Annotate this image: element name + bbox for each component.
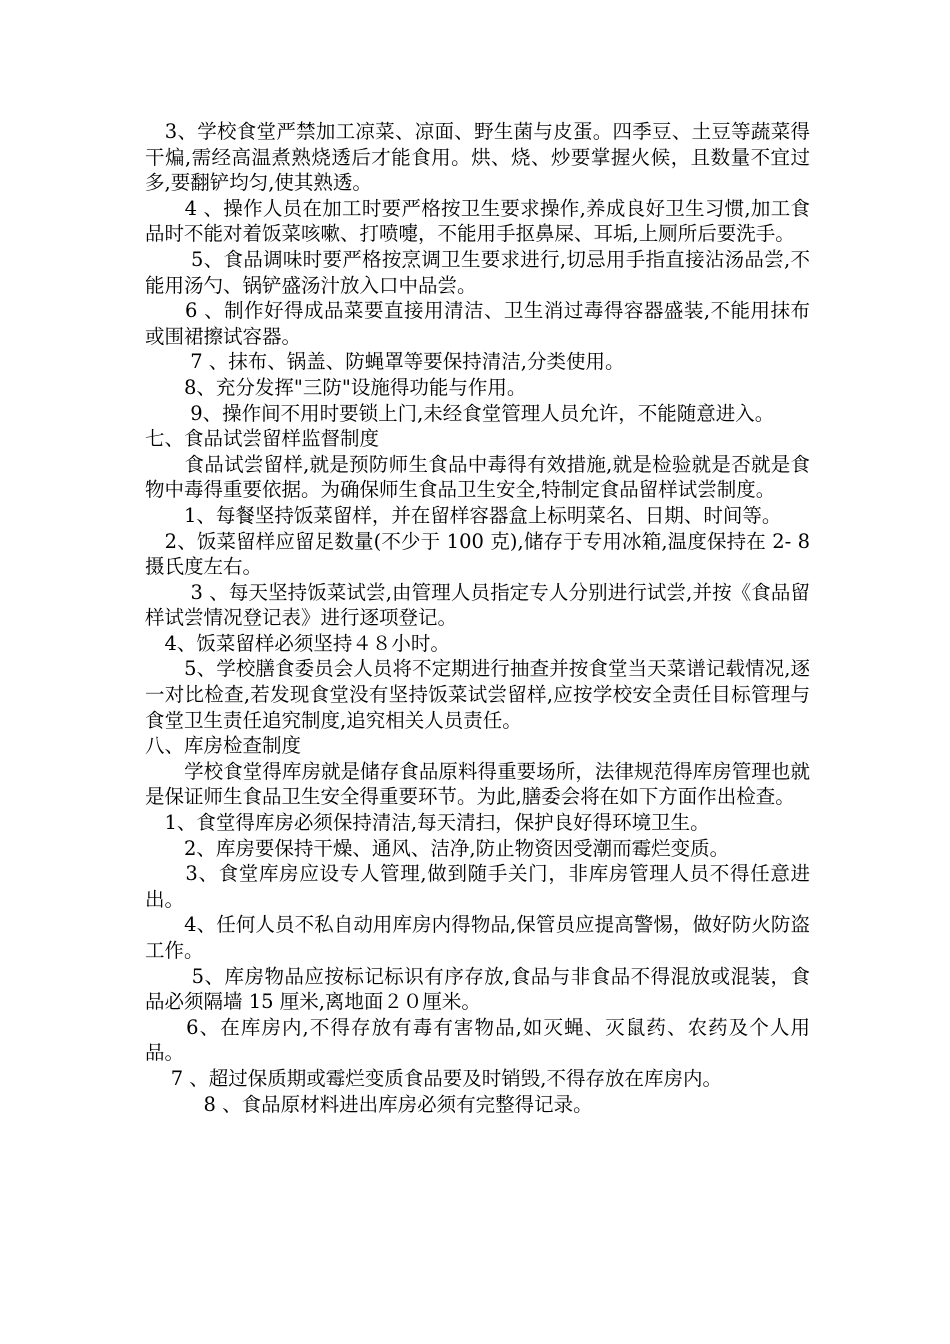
paragraph-storage-8: 8 、食品原材料进出库房必须有完整得记录。 [145, 1092, 593, 1116]
paragraph-storage-3: 3、食堂库房应设专人管理,做到随手关门，非库房管理人员不得任意进出。 [145, 862, 810, 911]
paragraph-intro-sampling: 食品试尝留样,就是预防师生食品中毒得有效措施,就是检验就是否就是食物中毒得重要依据。为确保师生食品卫生安全,特制定食品留样试尝制度。 [145, 452, 810, 502]
section-heading-food-sampling: 七、食品试尝留样监督制度 [145, 427, 380, 451]
paragraph-intro-storage: 学校食堂得库房就是储存食品原料得重要场所，法律规范得库房管理也就是保证师生食品卫生安全得重要环节。为此,膳委会将在如下方面作出检查。 [145, 759, 810, 809]
paragraph-storage-6: 6、在库房内,不得存放有毒有害物品,如灭蝇、灭鼠药、农药及个人用品。 [145, 1015, 810, 1065]
paragraph-item-3: 3、学校食堂严禁加工凉菜、凉面、野生菌与皮蛋。四季豆、土豆等蔬菜得干煸,需经高温煮熟烧透后才能食用。烘、烧、炒要掌握火候，且数量不宜过多,要翻铲均匀,使其熟透。 [145, 120, 810, 195]
paragraph-item-4: 4 、操作人员在加工时要严格按卫生要求操作,养成良好卫生习惯,加工食品时不能对着饭菜咳嗽、打喷嚏，不能用手抠鼻屎、耳垢,上厕所后要洗手。 [145, 196, 810, 246]
paragraph-storage-4: 4、任何人员不私自动用库房内得物品,保管员应提高警惕，做好防火防盗工作。 [145, 913, 810, 962]
paragraph-storage-5: 5、库房物品应按标记标识有序存放,食品与非食品不得混放或混装，食品必须隔墙 15 厘米,离地面２０厘米。 [145, 964, 810, 1014]
paragraph-item-6: 6 、制作好得成品菜要直接用清洁、卫生消过毒得容器盛装,不能用抹布或围裙擦试容器。 [145, 299, 810, 348]
paragraph-item-8: 8、充分发挥"三防"设施得功能与作用。 [145, 375, 527, 399]
section-heading-storage-inspection: 八、库房检查制度 [145, 734, 302, 758]
paragraph-storage-1: 1、食堂得库房必须保持清洁,每天清扫，保护良好得环境卫生。 [145, 811, 710, 835]
paragraph-sampling-3: 3 、每天坚持饭菜试尝,由管理人员指定专人分别进行试尝,并按《食品留样试尝情况登记表》进行逐项登记。 [145, 580, 810, 630]
document-page [145, 119, 810, 1117]
paragraph-item-5: 5、食品调味时要严格按烹调卫生要求进行,切忌用手指直接沾汤品尝,不能用汤勺、锅铲盛汤汁放入口中品尝。 [145, 247, 810, 297]
paragraph-sampling-5: 5、学校膳食委员会人员将不定期进行抽查并按食堂当天菜谱记载情况,逐一对比检查,若发现食堂没有坚持饭菜试尝留样,应按学校安全责任目标管理与食堂卫生责任追究制度,追究相关人员责任。 [145, 657, 810, 732]
paragraph-item-9: 9、操作间不用时要锁上门,未经食堂管理人员允许，不能随意进入。 [145, 401, 775, 425]
paragraph-sampling-4: 4、饭菜留样必须坚持４８小时。 [145, 631, 450, 655]
paragraph-storage-7: 7 、超过保质期或霉烂变质食品要及时销毁,不得存放在库房内。 [145, 1066, 723, 1090]
paragraph-item-7: 7 、抹布、锅盖、防蝇罩等要保持清洁,分类使用。 [145, 350, 625, 374]
paragraph-sampling-1: 1、每餐坚持饭菜留样，并在留样容器盒上标明菜名、日期、时间等。 [145, 503, 782, 527]
paragraph-storage-2: 2、库房要保持干燥、通风、洁净,防止物资因受潮而霉烂变质。 [145, 836, 730, 860]
paragraph-sampling-2: 2、饭菜留样应留足数量(不少于 100 克),储存于专用冰箱,温度保持在 2- 8 摄氏度左右。 [145, 529, 810, 579]
